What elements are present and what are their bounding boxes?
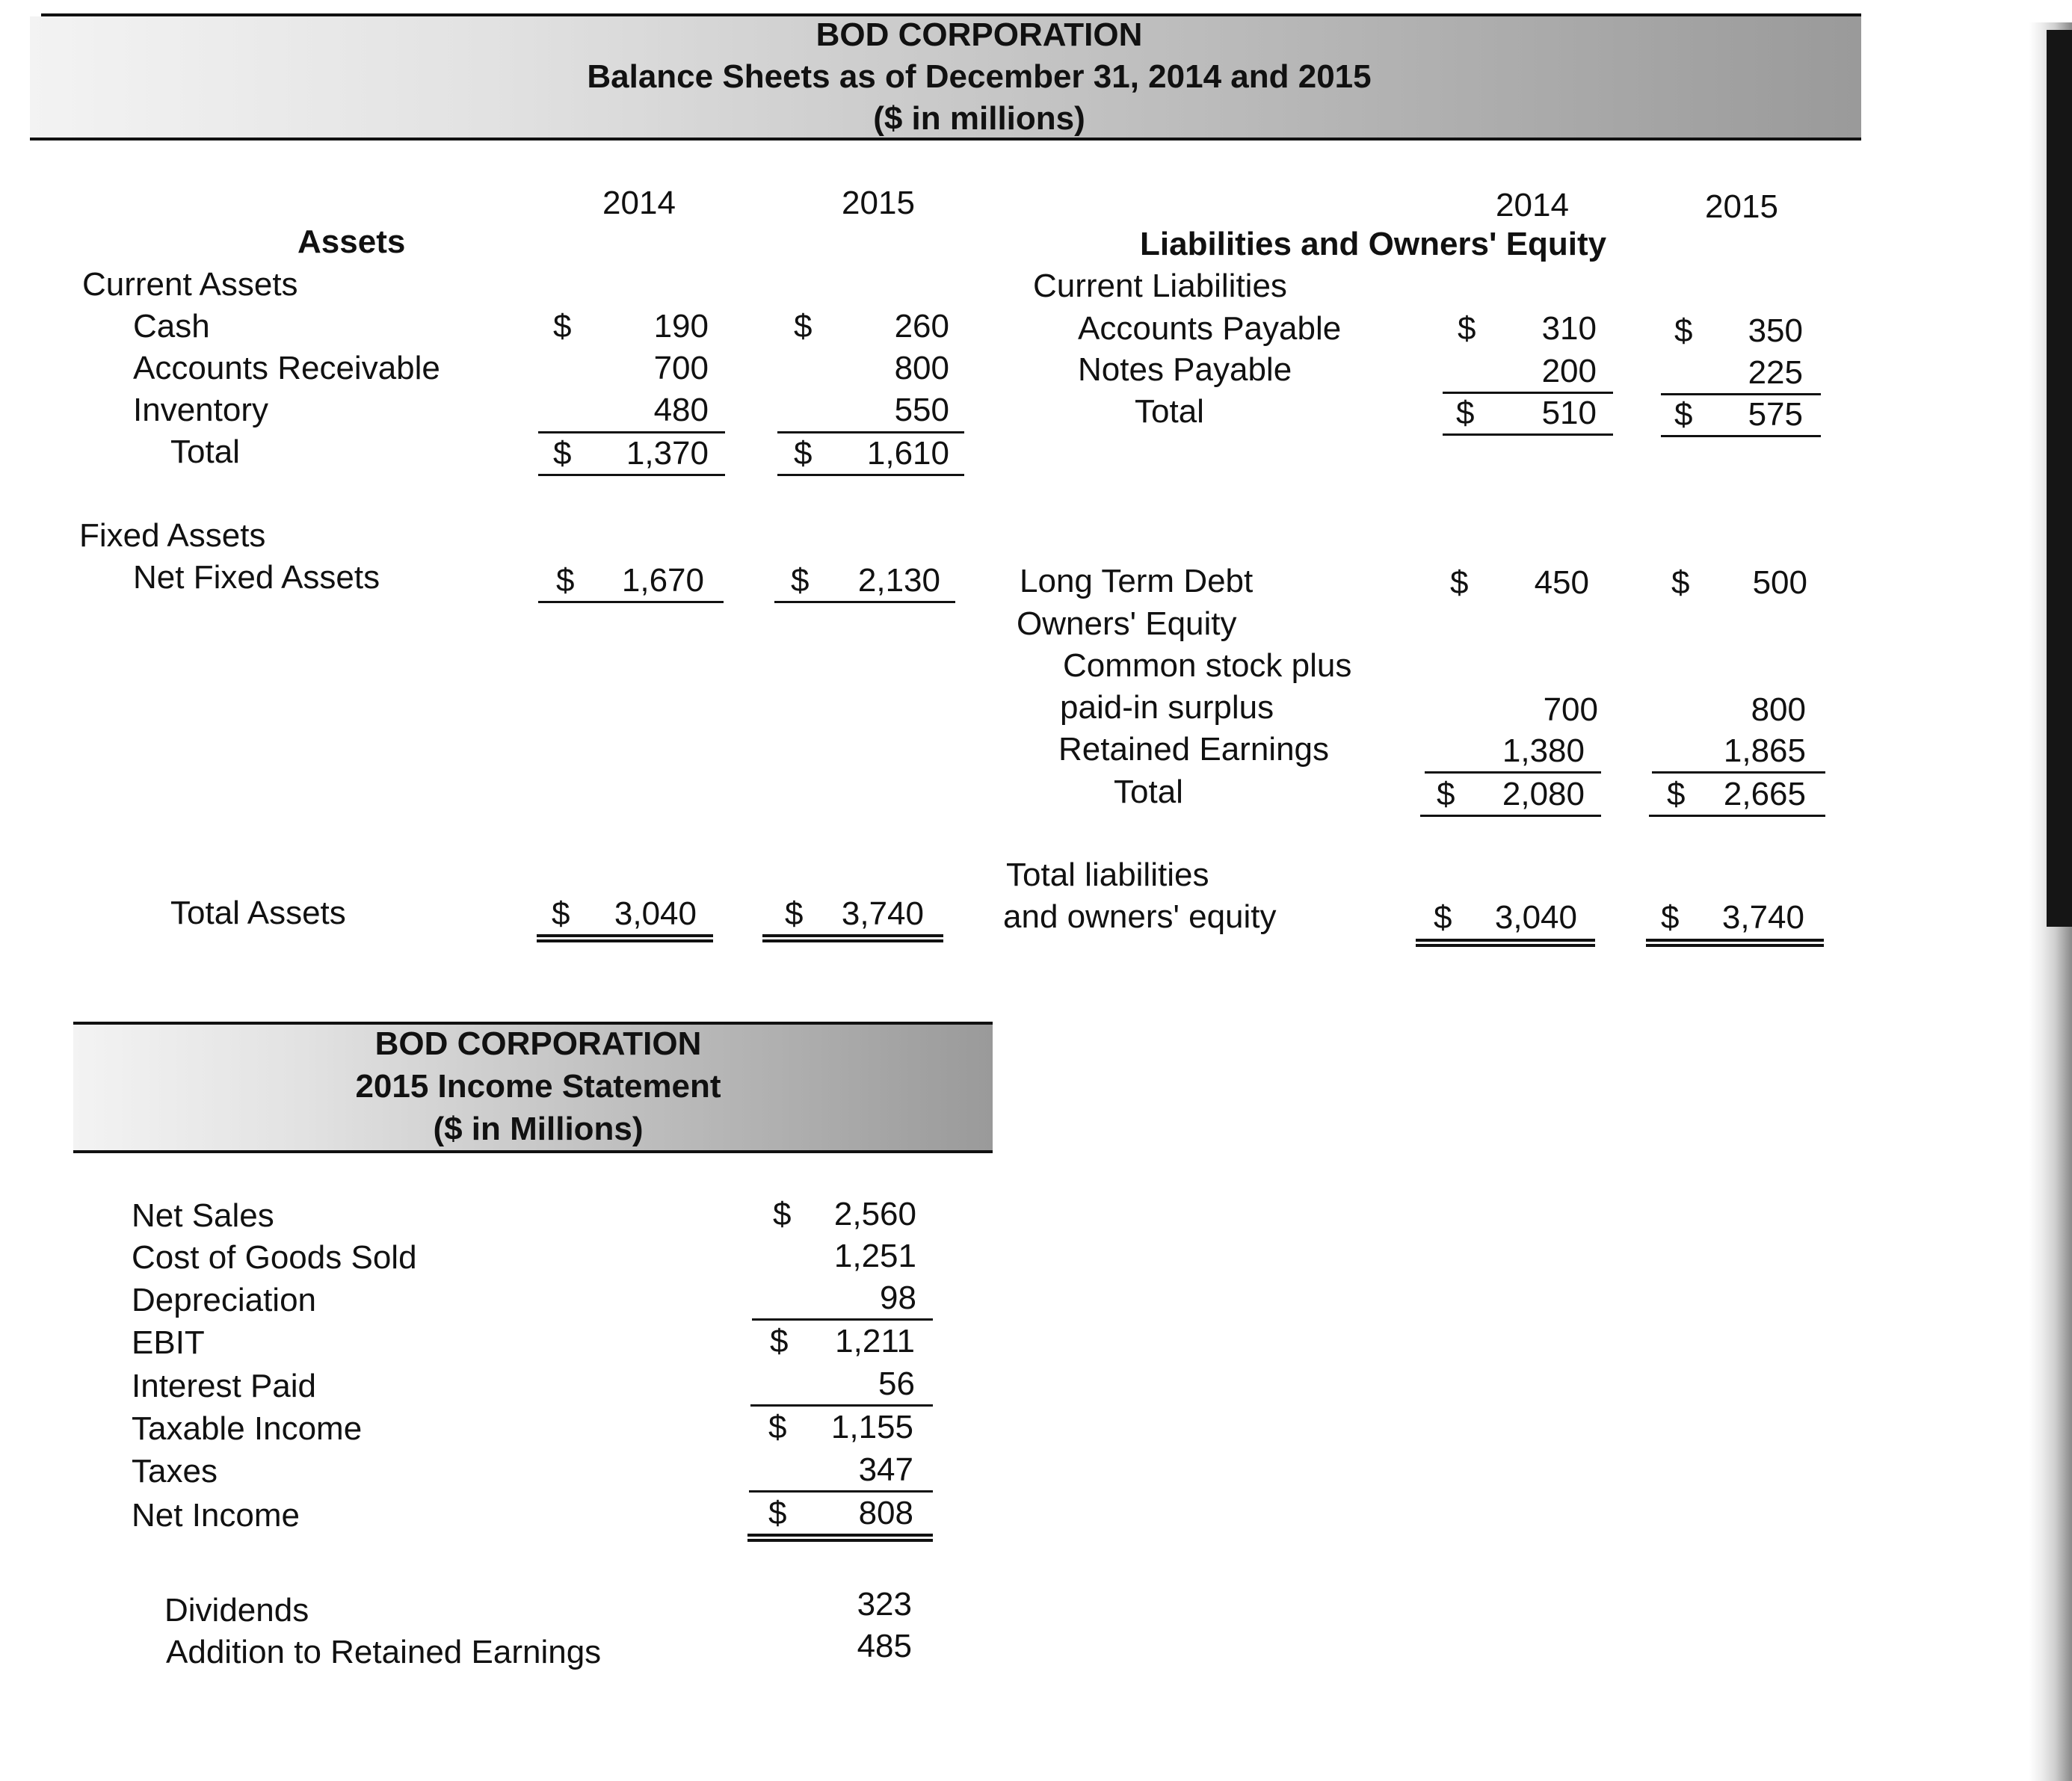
oe-total-rule-2014 [1420,815,1601,817]
ltd-label: Long Term Debt [1020,563,1254,599]
cash-2014-currency: $ [553,308,572,345]
interest-value: 56 [878,1365,915,1402]
total-assets-double-rule-2015 [762,934,943,942]
taxable-income-rule [750,1404,933,1407]
cash-2015: 260 [894,308,949,345]
total-assets-double-rule-2014 [537,934,713,942]
cl-total-label: Total [1135,393,1204,430]
current-assets-label: Current Assets [82,266,298,303]
oe-total-2015-currency: $ [1667,776,1686,812]
depreciation-value: 98 [880,1280,916,1316]
assets-heading: Assets [297,223,406,260]
np-label: Notes Payable [1078,351,1292,388]
cl-total-rule-2014 [1443,433,1613,436]
ltd-2014: 450 [1534,564,1589,601]
cl-total-2014: 510 [1541,395,1597,431]
assets-year-2015: 2015 [842,185,915,221]
np-2015: 225 [1748,354,1803,391]
assets-year-2014: 2014 [602,185,676,221]
total-assets-label: Total Assets [170,895,346,931]
total-le-double-rule-2015 [1646,939,1824,947]
net-sales-value: 2,560 [833,1196,916,1232]
page-edge-dark-strip [2047,30,2072,927]
ca-total-2015-currency: $ [794,435,813,472]
net-income-double-rule [747,1534,933,1542]
common-stock-label-2: paid-in surplus [1060,689,1274,726]
interest-label: Interest Paid [132,1368,317,1404]
total-assets-2014-currency: $ [552,895,570,932]
oe-total-2014-currency: $ [1437,776,1455,812]
oe-subtotal-rule-2014 [1425,771,1601,774]
total-le-label-1: Total liabilities [1006,856,1209,893]
nfa-2014-currency: $ [556,562,575,599]
cl-total-rule-2015 [1661,435,1821,437]
bs-title: Balance Sheets as of December 31, 2014 and 2015 [587,58,1372,95]
net-income-rule [749,1490,933,1493]
ar-2015: 800 [894,350,949,386]
ca-total-2014: 1,370 [626,435,709,472]
is-title: 2015 Income Statement [355,1068,721,1105]
net-sales-label: Net Sales [132,1197,274,1234]
net-sales-currency: $ [773,1196,792,1232]
owners-equity-label: Owners' Equity [1017,605,1237,642]
ca-total-rule-2015 [777,474,964,476]
liab-year-2015: 2015 [1705,188,1778,225]
is-units: ($ in Millions) [433,1111,644,1147]
liab-year-2014: 2014 [1496,187,1569,223]
common-stock-2015: 800 [1751,691,1806,728]
ap-2015: 350 [1748,312,1803,349]
nfa-rule-2015 [774,601,955,603]
oe-total-2015: 2,665 [1723,776,1806,812]
cl-total-2015-currency: $ [1674,396,1693,433]
nfa-rule-2014 [538,601,724,603]
nfa-2014: 1,670 [621,562,704,599]
cash-label: Cash [133,308,210,345]
cash-2014: 190 [653,308,709,345]
fixed-assets-label: Fixed Assets [79,517,266,554]
total-le-label-2: and owners' equity [1003,898,1277,935]
ltd-2014-currency: $ [1450,564,1469,601]
cl-total-2014-currency: $ [1456,395,1475,431]
taxable-income-value: 1,155 [830,1409,913,1445]
depreciation-label: Depreciation [132,1282,317,1318]
current-liabilities-label: Current Liabilities [1033,268,1287,304]
ca-total-2015: 1,610 [866,435,949,472]
inventory-2015: 550 [894,392,949,428]
ca-subtotal-rule-2014 [538,431,725,433]
ca-total-rule-2014 [538,474,725,476]
oe-total-label: Total [1114,774,1183,810]
taxes-value: 347 [858,1451,913,1488]
oe-subtotal-rule-2015 [1652,771,1825,774]
ltd-2015: 500 [1752,564,1807,601]
ebit-rule [752,1318,933,1321]
ebit-label: EBIT [132,1324,205,1361]
nfa-2015: 2,130 [857,562,940,599]
ar-label: Accounts Receivable [133,350,440,386]
ap-label: Accounts Payable [1078,310,1342,347]
liabilities-heading: Liabilities and Owners' Equity [1140,226,1607,262]
ca-total-2014-currency: $ [553,435,572,472]
ap-2015-currency: $ [1674,312,1693,349]
re-2015: 1,865 [1723,732,1806,769]
cogs-label: Cost of Goods Sold [132,1239,417,1276]
is-company-name: BOD CORPORATION [374,1025,702,1062]
taxable-income-label: Taxable Income [132,1410,363,1447]
cogs-value: 1,251 [833,1238,916,1274]
net-income-label: Net Income [132,1497,300,1534]
cl-subtotal-rule-2014 [1443,392,1613,394]
taxes-label: Taxes [132,1453,218,1490]
ebit-currency: $ [770,1323,789,1359]
nfa-label: Net Fixed Assets [133,559,380,596]
ebit-value: 1,211 [835,1323,915,1359]
ap-2014: 310 [1541,310,1597,347]
bs-header-bottom-rule [30,138,1861,141]
common-stock-label-1: Common stock plus [1063,647,1352,684]
addition-re-label: Addition to Retained Earnings [166,1634,602,1670]
taxable-income-currency: $ [768,1409,787,1445]
ltd-2015-currency: $ [1671,564,1690,601]
common-stock-2014: 700 [1543,691,1598,728]
net-income-currency: $ [768,1495,787,1531]
dividends-label: Dividends [164,1592,309,1629]
inventory-label: Inventory [133,392,268,428]
ar-2014: 700 [653,350,709,386]
oe-total-2014: 2,080 [1502,776,1585,812]
re-label: Retained Earnings [1058,731,1330,768]
bs-company-name: BOD CORPORATION [815,16,1143,53]
cash-2015-currency: $ [794,308,813,345]
cl-total-2015: 575 [1748,396,1803,433]
nfa-2015-currency: $ [791,562,810,599]
total-assets-2014: 3,040 [614,895,697,932]
inventory-2014: 480 [653,392,709,428]
net-income-value: 808 [858,1495,913,1531]
is-header-bottom-rule [73,1150,993,1153]
total-le-2015-currency: $ [1661,899,1680,936]
oe-total-rule-2015 [1649,815,1825,817]
total-assets-2015: 3,740 [841,895,924,932]
re-2014: 1,380 [1502,732,1585,769]
total-le-2015: 3,740 [1721,899,1804,936]
cl-subtotal-rule-2015 [1661,393,1821,395]
total-le-2014-currency: $ [1434,899,1452,936]
bs-units: ($ in millions) [873,100,1085,137]
ca-total-label: Total [170,433,240,470]
addition-re-value: 485 [857,1628,912,1664]
np-2014: 200 [1541,353,1597,389]
total-assets-2015-currency: $ [785,895,804,932]
ap-2014-currency: $ [1458,310,1476,347]
total-le-2014: 3,040 [1494,899,1577,936]
total-le-double-rule-2014 [1416,939,1595,947]
ca-subtotal-rule-2015 [777,431,964,433]
dividends-value: 323 [857,1586,912,1623]
